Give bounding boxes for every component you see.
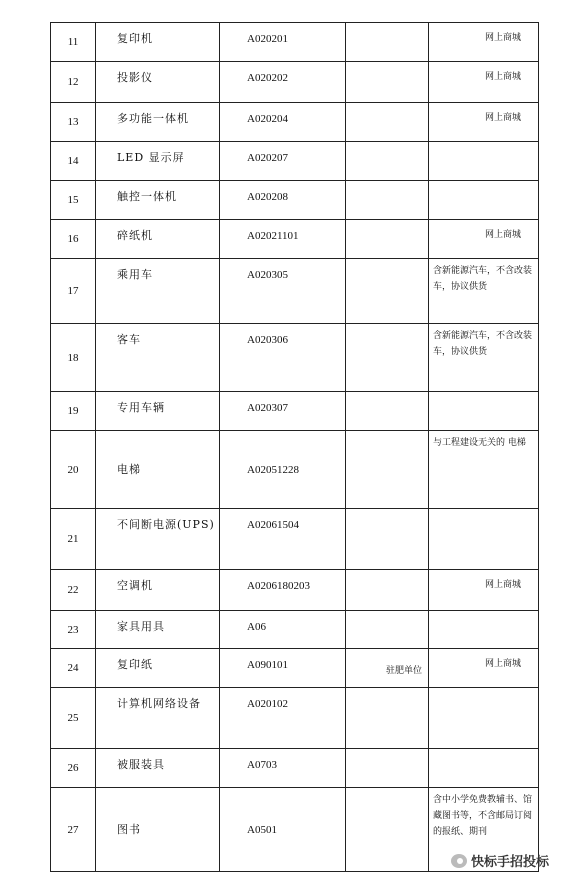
item-name-cell — [96, 142, 220, 181]
item-code-cell — [220, 23, 346, 62]
item-code: A020201 — [247, 33, 288, 45]
row-number: 15 — [51, 181, 96, 220]
note-cell — [429, 392, 539, 431]
category-cell — [346, 181, 429, 220]
item-name-cell — [96, 392, 220, 431]
item-name-cell — [96, 431, 220, 509]
item-name: 乘用车 — [117, 268, 153, 281]
row-number: 23 — [51, 611, 96, 649]
watermark-text: 快标手招投标 — [470, 855, 549, 870]
item-name: 触控一体机 — [117, 190, 177, 203]
note: 网上商城 — [484, 659, 521, 669]
row-number: 19 — [51, 392, 96, 431]
item-code: A06 — [247, 621, 266, 633]
category — [346, 324, 428, 338]
table-row — [51, 324, 539, 392]
watermark — [451, 851, 549, 870]
item-code: A020202 — [247, 72, 288, 84]
category-cell — [346, 611, 429, 649]
item-code: A02051228 — [247, 463, 299, 476]
category-cell — [346, 142, 429, 181]
row-number: 24 — [51, 649, 96, 688]
item-name: 客车 — [117, 333, 141, 346]
table-row — [51, 431, 539, 509]
note-cell — [429, 324, 539, 392]
note-cell — [429, 220, 539, 259]
row-number: 20 — [51, 431, 96, 509]
item-code-cell — [220, 142, 346, 181]
item-code: A0206180203 — [247, 580, 310, 592]
item-name-cell — [96, 23, 220, 62]
item-name-cell — [96, 220, 220, 259]
table-row — [51, 749, 539, 788]
item-name-cell — [96, 688, 220, 749]
item-code-cell — [220, 62, 346, 103]
item-name: 电梯 — [117, 462, 141, 476]
category — [346, 749, 428, 763]
item-code-cell — [220, 259, 346, 324]
category-cell — [346, 220, 429, 259]
table-row — [51, 649, 539, 688]
row-number: 25 — [51, 688, 96, 749]
category — [346, 788, 428, 802]
category-cell — [346, 103, 429, 142]
wechat-logo-icon — [451, 854, 467, 868]
item-code: A0501 — [247, 823, 277, 836]
row-number: 14 — [51, 142, 96, 181]
item-code: A020307 — [247, 402, 288, 414]
item-name: 碎纸机 — [117, 229, 153, 242]
table-row — [51, 611, 539, 649]
item-name-cell — [96, 103, 220, 142]
table-row — [51, 62, 539, 103]
category-cell — [346, 649, 429, 688]
category-cell — [346, 62, 429, 103]
item-code-cell — [220, 570, 346, 611]
note: 网上商城 — [484, 580, 521, 590]
procurement-catalog-table — [50, 22, 539, 872]
item-code-cell — [220, 392, 346, 431]
item-code: A020204 — [247, 113, 288, 125]
row-number: 17 — [51, 259, 96, 324]
item-code-cell — [220, 611, 346, 649]
item-code: A02061504 — [247, 519, 299, 531]
item-name: 家具用具 — [117, 620, 165, 633]
item-name: 复印纸 — [117, 658, 153, 671]
item-code-cell — [220, 103, 346, 142]
item-code-cell — [220, 431, 346, 509]
table-row — [51, 392, 539, 431]
item-name: 被服装具 — [117, 758, 165, 771]
note-cell — [429, 509, 539, 570]
item-name-cell — [96, 611, 220, 649]
item-name: 不间断电源(UPS) — [117, 518, 215, 531]
category — [346, 181, 428, 195]
item-name-cell — [96, 509, 220, 570]
category — [346, 431, 428, 445]
item-code-cell — [220, 688, 346, 749]
row-number: 26 — [51, 749, 96, 788]
item-name: 专用车辆 — [117, 401, 165, 414]
note-cell — [429, 259, 539, 324]
note: 含新能源汽车，不含改装车，协议供货 — [433, 331, 533, 357]
row-number: 16 — [51, 220, 96, 259]
category — [346, 142, 428, 156]
category — [346, 103, 428, 117]
category-cell — [346, 392, 429, 431]
item-name: 多功能一体机 — [117, 112, 189, 125]
item-code: A02021101 — [247, 230, 299, 242]
row-number: 22 — [51, 570, 96, 611]
item-code-cell — [220, 509, 346, 570]
item-name-cell — [96, 649, 220, 688]
note: 网上商城 — [484, 72, 521, 82]
row-number: 18 — [51, 324, 96, 392]
note-cell — [429, 62, 539, 103]
item-name: 空调机 — [117, 579, 153, 592]
item-code: A020305 — [247, 269, 288, 281]
row-number: 21 — [51, 509, 96, 570]
category-cell — [346, 259, 429, 324]
note-cell — [429, 181, 539, 220]
table-row — [51, 181, 539, 220]
item-name: 投影仪 — [117, 71, 153, 84]
category-cell — [346, 570, 429, 611]
category — [346, 259, 428, 273]
note-cell — [429, 142, 539, 181]
category — [346, 62, 428, 76]
category — [346, 23, 428, 37]
category — [346, 688, 428, 702]
note-cell — [429, 431, 539, 509]
category-cell — [346, 23, 429, 62]
item-code-cell — [220, 788, 346, 872]
note: 网上商城 — [484, 33, 521, 43]
item-code: A020306 — [247, 334, 288, 346]
note: 网上商城 — [484, 113, 521, 123]
item-name: 复印机 — [117, 32, 153, 45]
item-name-cell — [96, 181, 220, 220]
table-row — [51, 688, 539, 749]
row-number: 13 — [51, 103, 96, 142]
category — [346, 392, 428, 406]
table-row — [51, 259, 539, 324]
category — [346, 509, 428, 523]
note-cell — [429, 23, 539, 62]
item-code: A020207 — [247, 152, 288, 164]
table-row — [51, 103, 539, 142]
item-code-cell — [220, 324, 346, 392]
note: 含新能源汽车，不含改装车，协议供货 — [433, 266, 533, 292]
item-code-cell — [220, 220, 346, 259]
category-cell — [346, 431, 429, 509]
item-code: A020102 — [247, 698, 288, 710]
row-number: 11 — [51, 23, 96, 62]
item-name-cell — [96, 749, 220, 788]
item-name-cell — [96, 570, 220, 611]
note-cell — [429, 570, 539, 611]
table-row — [51, 23, 539, 62]
item-code-cell — [220, 181, 346, 220]
category — [346, 611, 428, 625]
item-code: A0703 — [247, 759, 277, 771]
table-row — [51, 142, 539, 181]
item-code: A020208 — [247, 191, 288, 203]
row-number: 27 — [51, 788, 96, 872]
item-code-cell — [220, 749, 346, 788]
note: 与工程建设无关的 电梯 — [433, 438, 526, 448]
note: 含中小学免费教辅书、馆藏图书等，不含邮局订阅的报纸、期刊 — [433, 795, 533, 837]
item-code: A090101 — [247, 659, 288, 671]
note-cell — [429, 688, 539, 749]
note-cell — [429, 649, 539, 688]
note-cell — [429, 103, 539, 142]
category-cell — [346, 749, 429, 788]
table-row — [51, 220, 539, 259]
note-cell — [429, 749, 539, 788]
item-name: LED 显示屏 — [117, 151, 185, 164]
item-name: 计算机网络设备 — [117, 697, 201, 710]
category-cell — [346, 688, 429, 749]
item-name-cell — [96, 62, 220, 103]
item-name-cell — [96, 788, 220, 872]
table-row — [51, 509, 539, 570]
category-cell — [346, 509, 429, 570]
table-row — [51, 570, 539, 611]
category-cell — [346, 788, 429, 872]
note-cell — [429, 611, 539, 649]
category — [346, 220, 428, 234]
category: 驻肥单位 — [385, 666, 422, 676]
note: 网上商城 — [484, 230, 521, 240]
item-name: 图书 — [117, 822, 141, 836]
item-code-cell — [220, 649, 346, 688]
row-number: 12 — [51, 62, 96, 103]
category-cell — [346, 324, 429, 392]
category — [346, 570, 428, 584]
item-name-cell — [96, 259, 220, 324]
item-name-cell — [96, 324, 220, 392]
